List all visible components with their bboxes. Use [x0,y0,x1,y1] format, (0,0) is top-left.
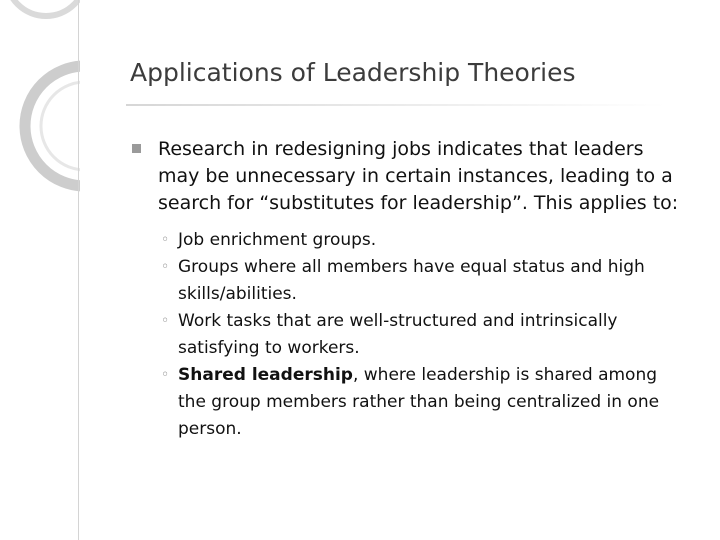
circle-bullet-icon: ◦ [161,367,170,383]
sub-bullet-2 [132,254,680,308]
circle-bullet-icon: ◦ [161,259,170,275]
title-underline [126,104,666,106]
sub-bullet-text: Job enrichment groups. [178,230,377,250]
main-bullet [132,136,680,217]
sub-bullet-text: Groups where all members have equal status and high skills/abilities. [178,257,645,304]
square-bullet-icon [132,144,141,153]
decor-circle-inner [41,82,80,170]
circle-bullet-icon: ◦ [161,232,170,248]
sub-bullet-4 [132,362,680,443]
sub-bullet-1 [132,227,680,254]
slide-body [132,136,680,443]
slide-title: Applications of Leadership Theories [130,58,576,87]
sub-bullet-3 [132,308,680,362]
circle-bullet-icon: ◦ [161,313,170,329]
shared-leadership-term: Shared leadership [178,365,353,385]
sub-bullet-list [132,227,680,443]
vertical-divider [78,0,79,540]
sub-bullet-text [178,365,659,439]
shared-leadership-description: , where leadership is shared among the group members rather than being centralized in one person. [178,365,660,439]
decor-circle-top [6,0,80,16]
decorative-circles [0,0,80,200]
sub-bullet-text: Work tasks that are well-structured and intrinsically satisfying to workers. [178,311,618,358]
main-bullet-text: Research in redesigning jobs indicates that leaders may be unnecessary in certain instances, leading to a search for “substitutes for leadership”. This applies to: [158,138,679,214]
